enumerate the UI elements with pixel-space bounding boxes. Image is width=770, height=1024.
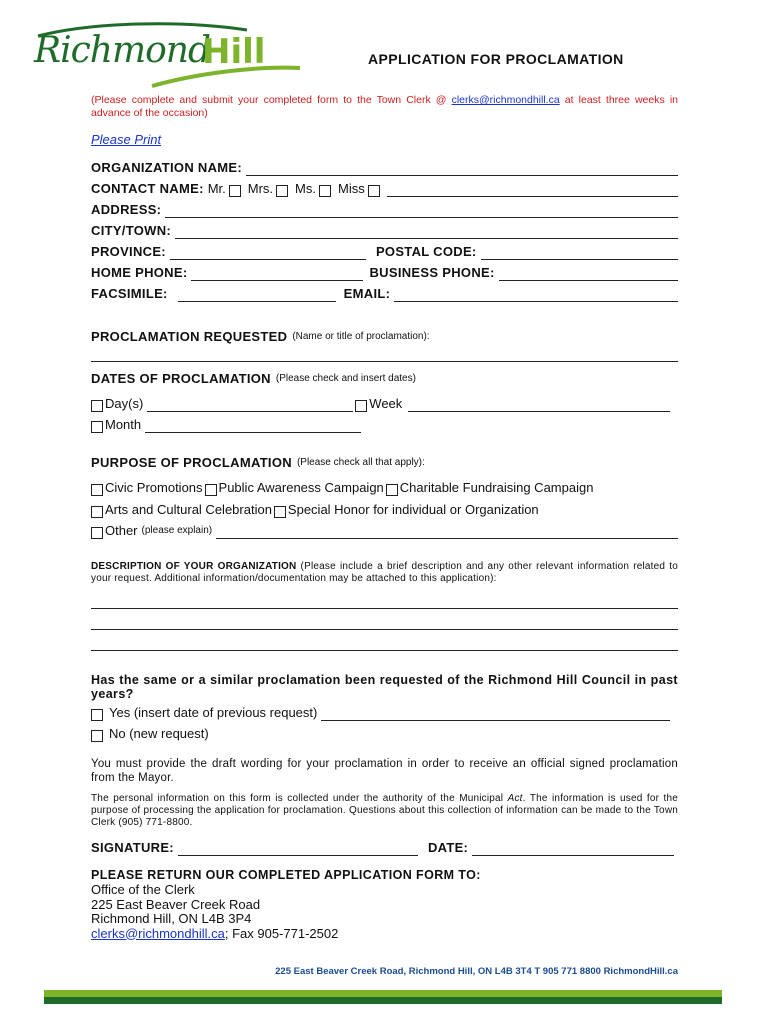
address-label: ADDRESS: — [91, 202, 162, 217]
description-label: DESCRIPTION OF YOUR ORGANIZATION — [91, 561, 297, 572]
privacy-after: . The information is used for the purpose of processing the application for proclamation. Questions about this collection of information can be made to the Town Clerk (905) 771-8800. — [91, 793, 678, 828]
description-line-1[interactable] — [91, 608, 678, 609]
day-checkbox[interactable] — [91, 400, 103, 412]
dates-row — [91, 371, 678, 387]
fax-field[interactable] — [178, 288, 336, 302]
city-label: CITY/TOWN: — [91, 223, 172, 238]
mrs-checkbox[interactable] — [276, 185, 288, 197]
return-line-1: Office of the Clerk — [91, 882, 195, 897]
day-label: Day(s) — [105, 396, 144, 411]
intro-after: at least three weeks in advance of the occasion) — [91, 94, 678, 119]
logo-hill: Hill — [202, 32, 266, 72]
title-miss: Miss — [338, 181, 365, 196]
previous-yes-row — [91, 705, 678, 721]
fax-row — [91, 286, 678, 302]
province-field[interactable] — [170, 246, 366, 260]
description-body: (Please include a brief description and any other relevant information related to your request. Additional information/documentation may be attached to this application): — [91, 561, 678, 584]
privacy-act: Act — [507, 793, 523, 804]
yes-checkbox[interactable] — [91, 709, 103, 721]
privacy-before: The personal information on this form is collected under the authority of the Municipal — [91, 793, 508, 804]
ms-checkbox[interactable] — [319, 185, 331, 197]
city-row — [91, 223, 678, 239]
address-row — [91, 202, 678, 218]
logo — [32, 22, 302, 92]
dates-label: DATES OF PROCLAMATION — [91, 371, 271, 386]
footer-bar-dark — [44, 997, 722, 1004]
footer-address: 225 East Beaver Creek Road, Richmond Hill, ON L4B 3T4 T 905 771 8800 RichmondHill.ca — [275, 966, 678, 977]
description-line-2[interactable] — [91, 629, 678, 630]
organization-label: ORGANIZATION NAME: — [91, 160, 243, 175]
yes-label: Yes (insert date of previous request) — [109, 705, 318, 720]
contact-label: CONTACT NAME: — [91, 181, 204, 196]
title-mr: Mr. — [207, 181, 226, 196]
arts-checkbox[interactable] — [91, 506, 103, 518]
proclamation-label: PROCLAMATION REQUESTED — [91, 329, 288, 344]
title-ms: Ms. — [295, 181, 316, 196]
arts-label: Arts and Cultural Celebration — [105, 502, 272, 517]
description-text — [91, 561, 678, 585]
honor-label: Special Honor for individual or Organization — [287, 502, 539, 517]
public-label: Public Awareness Campaign — [218, 480, 384, 495]
month-checkbox[interactable] — [91, 421, 103, 433]
organization-row — [91, 160, 678, 176]
charitable-checkbox[interactable] — [386, 484, 398, 496]
postal-label: POSTAL CODE: — [375, 244, 477, 259]
proclamation-note: (Name or title of proclamation): — [292, 331, 430, 342]
miss-checkbox[interactable] — [368, 185, 380, 197]
day-week-row — [91, 396, 678, 412]
week-checkbox[interactable] — [355, 400, 367, 412]
return-line-3: Richmond Hill, ON L4B 3P4 — [91, 911, 252, 926]
return-contact — [91, 927, 338, 942]
address-field[interactable] — [165, 204, 678, 218]
description-line-3[interactable] — [91, 650, 678, 651]
proclamation-row — [91, 329, 678, 345]
purpose-options-row2 — [91, 502, 678, 518]
purpose-options-row1 — [91, 480, 678, 496]
no-checkbox[interactable] — [91, 730, 103, 742]
draft-note: You must provide the draft wording for your proclamation in order to receive an official signed proclamation from the Mayor. — [91, 758, 678, 784]
other-checkbox[interactable] — [91, 527, 103, 539]
purpose-other-row — [91, 523, 678, 539]
intro-email-link[interactable]: clerks@richmondhill.ca — [451, 94, 560, 106]
signature-label: SIGNATURE: — [91, 840, 174, 855]
month-label: Month — [105, 417, 142, 432]
contact-row — [91, 181, 678, 197]
business-phone-field[interactable] — [499, 267, 678, 281]
day-field[interactable] — [147, 398, 353, 412]
month-field[interactable] — [145, 419, 361, 433]
fax-label: FACSIMILE: — [91, 286, 168, 301]
return-address — [91, 883, 338, 941]
purpose-note: (Please check all that apply): — [296, 457, 425, 468]
phone-row — [91, 265, 678, 281]
proclamation-field[interactable] — [91, 361, 678, 362]
email-label: EMAIL: — [343, 286, 391, 301]
business-phone-label: BUSINESS PHONE: — [369, 265, 495, 280]
honor-checkbox[interactable] — [274, 506, 286, 518]
organization-field[interactable] — [246, 162, 678, 176]
previous-question: Has the same or a similar proclamation been requested of the Richmond Hill Council in past years? — [91, 673, 678, 701]
home-phone-label: HOME PHONE: — [91, 265, 188, 280]
civic-label: Civic Promotions — [105, 480, 203, 495]
return-fax: ; Fax 905-771-2502 — [224, 925, 339, 941]
public-checkbox[interactable] — [205, 484, 217, 496]
date-label: DATE: — [427, 840, 469, 855]
civic-checkbox[interactable] — [91, 484, 103, 496]
other-field[interactable] — [216, 525, 678, 539]
page-title: APPLICATION FOR PROCLAMATION — [368, 51, 624, 67]
return-heading: PLEASE RETURN OUR COMPLETED APPLICATION FORM TO: — [91, 868, 481, 882]
intro-text — [91, 94, 678, 120]
purpose-label: PURPOSE OF PROCLAMATION — [91, 455, 292, 470]
home-phone-field[interactable] — [191, 267, 363, 281]
other-label: Other — [105, 523, 138, 538]
province-row — [91, 244, 678, 260]
week-label: Week — [369, 396, 403, 411]
privacy-note — [91, 793, 678, 829]
month-row — [91, 417, 678, 433]
previous-date-field[interactable] — [321, 707, 670, 721]
logo-richmond: Richmond — [34, 30, 211, 71]
signature-field[interactable] — [178, 842, 418, 856]
date-field[interactable] — [472, 842, 674, 856]
province-label: PROVINCE: — [91, 244, 166, 259]
footer-bar-green — [44, 990, 722, 997]
please-print: Please Print — [91, 132, 162, 147]
purpose-row — [91, 455, 678, 471]
previous-no-row — [91, 726, 678, 742]
city-field[interactable] — [175, 225, 678, 239]
return-line-2: 225 East Beaver Creek Road — [91, 896, 261, 912]
other-note: (please explain) — [141, 525, 213, 536]
charitable-label: Charitable Fundraising Campaign — [399, 480, 594, 495]
no-label: No (new request) — [109, 726, 209, 741]
signature-row — [91, 840, 678, 856]
postal-field[interactable] — [481, 246, 678, 260]
email-field[interactable] — [394, 288, 678, 302]
dates-note: (Please check and insert dates) — [275, 373, 416, 384]
week-field[interactable] — [408, 398, 670, 412]
contact-field[interactable] — [387, 183, 678, 197]
intro-before: (Please complete and submit your completed form to the Town Clerk @ — [91, 94, 452, 106]
title-mrs: Mrs. — [247, 181, 274, 196]
mr-checkbox[interactable] — [229, 185, 241, 197]
return-email-link[interactable]: clerks@richmondhill.ca — [91, 925, 225, 941]
